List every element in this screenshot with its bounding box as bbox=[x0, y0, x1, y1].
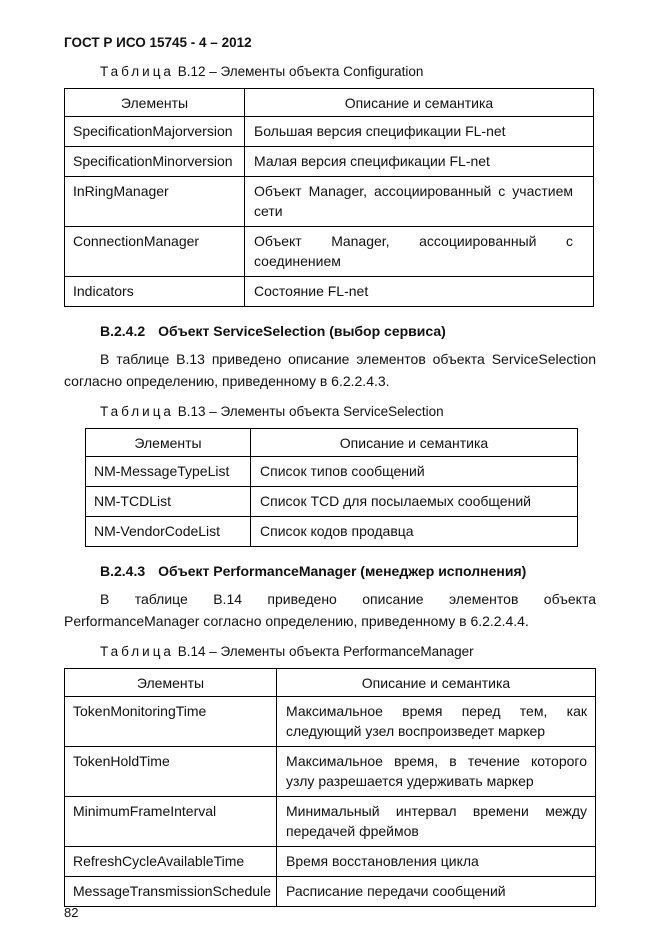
description-cell: Расписание передачи сообщений bbox=[277, 877, 596, 907]
table-b12-caption bbox=[64, 63, 596, 81]
caption-text: В.14 – Элементы объекта PerformanceManager bbox=[177, 644, 474, 659]
element-cell: MinimumFrameInterval bbox=[65, 797, 277, 847]
element-cell: InRingManager bbox=[65, 177, 245, 227]
paragraph-b242: В таблице В.13 приведено описание элементов объекта ServiceSelection согласно определению, приведенному в 6.2.2.4.3. bbox=[64, 351, 596, 389]
table-header-row bbox=[65, 89, 594, 117]
section-number: В.2.4.2 bbox=[100, 323, 146, 339]
caption-text: В.13 – Элементы объекта ServiceSelection bbox=[177, 404, 444, 419]
column-header-description: Описание и семантика bbox=[277, 669, 596, 697]
paragraph-b243: В таблице В.14 приведено описание элементов объекта PerformanceManager согласно определению, приведенному в 6.2.2.4.4. bbox=[64, 591, 596, 629]
table-header-row bbox=[86, 429, 578, 457]
table-row bbox=[86, 457, 578, 487]
table-row bbox=[65, 797, 596, 847]
description-cell: Малая версия спецификации FL-net bbox=[245, 147, 594, 177]
caption-label: Таблица bbox=[100, 404, 174, 419]
description-cell: Список типов сообщений bbox=[251, 457, 578, 487]
table-row bbox=[65, 697, 596, 747]
table-b14-caption bbox=[64, 643, 596, 661]
table-row bbox=[65, 147, 594, 177]
table-row bbox=[86, 487, 578, 517]
section-number: В.2.4.3 bbox=[100, 563, 146, 579]
section-heading-b243 bbox=[64, 561, 596, 581]
table-row bbox=[65, 117, 594, 147]
table-b13 bbox=[85, 428, 578, 547]
table-b13-caption bbox=[64, 403, 596, 421]
description-cell: Список кодов продавца bbox=[251, 517, 578, 547]
caption-label: Таблица bbox=[100, 644, 174, 659]
element-cell: NM-MessageTypeList bbox=[86, 457, 251, 487]
section-title: Объект ServiceSelection (выбор сервиса) bbox=[158, 323, 446, 339]
description-cell: Время восстановления цикла bbox=[277, 847, 596, 877]
description-cell: Максимальное время перед тем, как следующий узел воспроизведет маркер bbox=[277, 697, 596, 747]
caption-text: В.12 – Элементы объекта Configuration bbox=[177, 64, 424, 79]
element-cell: NM-VendorCodeList bbox=[86, 517, 251, 547]
description-cell: Список TCD для посылаемых сообщений bbox=[251, 487, 578, 517]
element-cell: ConnectionManager bbox=[65, 227, 245, 277]
element-cell: SpecificationMinorversion bbox=[65, 147, 245, 177]
element-cell: MessageTransmissionSchedule bbox=[65, 877, 277, 907]
element-cell: TokenMonitoringTime bbox=[65, 697, 277, 747]
column-header-description: Описание и семантика bbox=[245, 89, 594, 117]
description-cell: Объект Manager, ассоциированный с соединением bbox=[245, 227, 594, 277]
table-row bbox=[65, 847, 596, 877]
page-number: 82 bbox=[64, 905, 79, 920]
table-row bbox=[65, 227, 594, 277]
description-cell: Минимальный интервал времени между передачей фреймов bbox=[277, 797, 596, 847]
table-row bbox=[65, 747, 596, 797]
element-cell: TokenHoldTime bbox=[65, 747, 277, 797]
element-cell: SpecificationMajorversion bbox=[65, 117, 245, 147]
column-header-elements: Элементы bbox=[86, 429, 251, 457]
column-header-elements: Элементы bbox=[65, 89, 245, 117]
table-b14 bbox=[64, 668, 596, 907]
table-row bbox=[65, 277, 594, 307]
column-header-elements: Элементы bbox=[65, 669, 277, 697]
description-cell: Объект Manager, ассоциированный с участием сети bbox=[245, 177, 594, 227]
description-cell: Большая версия спецификации FL-net bbox=[245, 117, 594, 147]
table-row bbox=[65, 177, 594, 227]
table-row bbox=[65, 877, 596, 907]
table-b12 bbox=[64, 88, 594, 307]
element-cell: RefreshCycleAvailableTime bbox=[65, 847, 277, 877]
caption-label: Таблица bbox=[100, 64, 174, 79]
document-header: ГОСТ Р ИСО 15745 - 4 – 2012 bbox=[64, 35, 252, 50]
description-cell: Максимальное время, в течение которого узлу разрешается удерживать маркер bbox=[277, 747, 596, 797]
section-title: Объект PerformanceManager (менеджер исполнения) bbox=[158, 563, 527, 579]
description-cell: Состояние FL-net bbox=[245, 277, 594, 307]
element-cell: NM-TCDList bbox=[86, 487, 251, 517]
column-header-description: Описание и семантика bbox=[251, 429, 578, 457]
section-heading-b242 bbox=[64, 321, 596, 341]
element-cell: Indicators bbox=[65, 277, 245, 307]
table-header-row bbox=[65, 669, 596, 697]
table-row bbox=[86, 517, 578, 547]
